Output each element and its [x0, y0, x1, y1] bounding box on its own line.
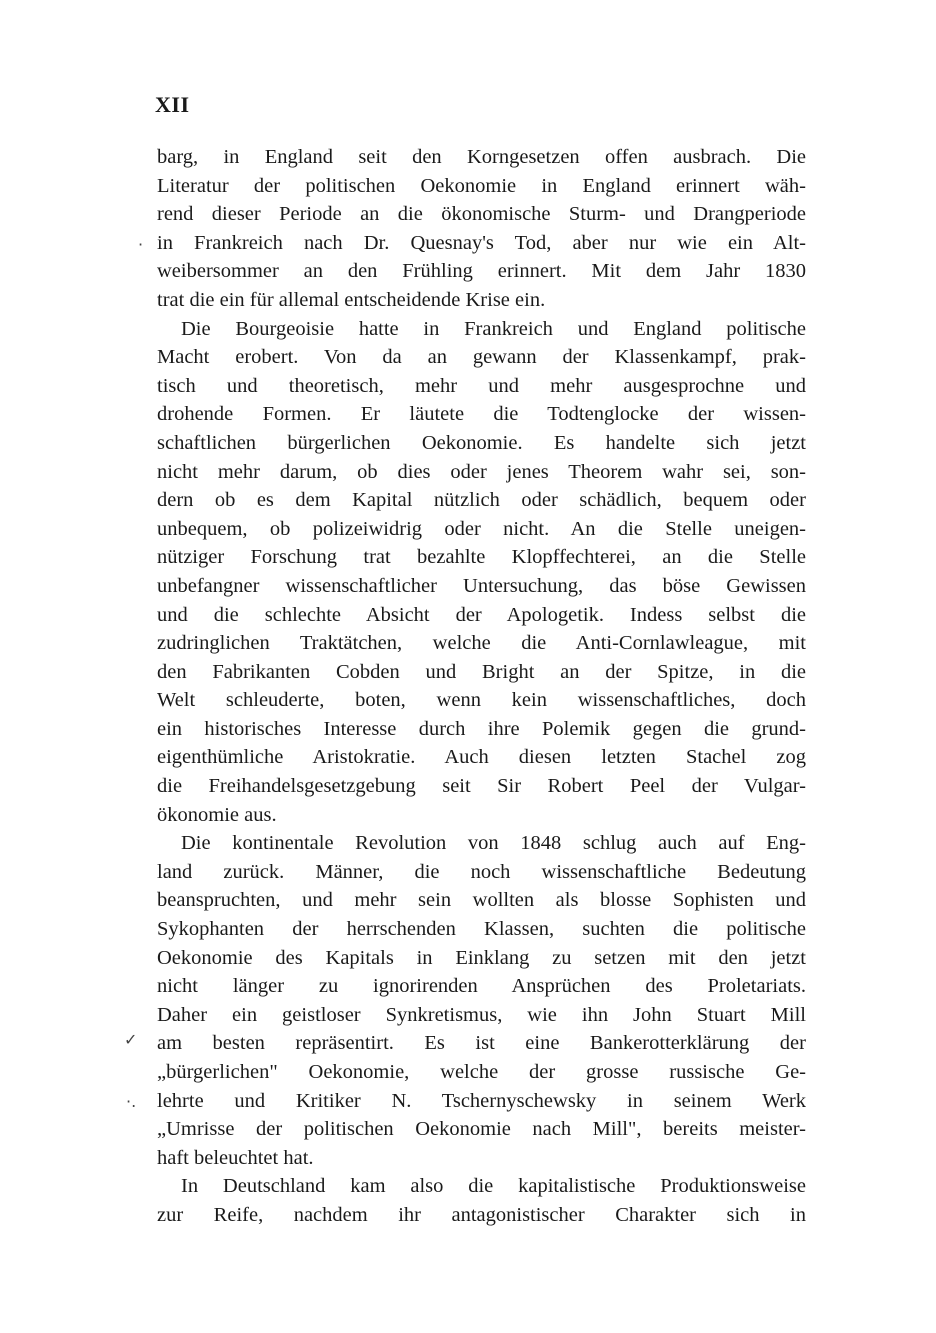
paragraph — [157, 1172, 806, 1229]
text-line: ein historisches Interesse durch ihre Polemik gegen die grund- — [157, 717, 806, 740]
text-line: tisch und theoretisch, mehr und mehr ausgesprochne und — [157, 374, 806, 397]
margin-mark-dot: · — [138, 235, 144, 254]
body-text — [157, 143, 806, 1230]
text-line: zur Reife, nachdem ihr antagonistischer Charakter sich in — [157, 1203, 806, 1226]
text-line: drohende Formen. Er läutete die Todtenglocke der wissen- — [157, 403, 806, 426]
text-line: nicht länger zu ignorirenden Ansprüchen des Proletariats. — [157, 975, 806, 998]
text-line: unbequem, ob polizeiwidrig oder nicht. An die Stelle uneigen- — [157, 517, 806, 540]
text-line: am besten repräsentirt. Es ist eine Bankerotterklärung der — [157, 1032, 806, 1055]
text-line: dern ob es dem Kapital nützlich oder schädlich, bequem oder — [157, 489, 806, 512]
text-line: Die kontinentale Revolution von 1848 schlug auch auf Eng- — [181, 832, 806, 855]
text-line: barg, in England seit den Korngesetzen offen ausbrach. Die — [157, 146, 806, 168]
text-line: Macht erobert. Von da an gewann der Klassenkampf, prak- — [157, 346, 806, 369]
text-line: trat die ein für allemal entscheidende Krise ein. — [157, 288, 546, 311]
text-line: schaftlichen bürgerlichen Oekonomie. Es handelte sich jetzt — [157, 431, 806, 454]
paragraph — [157, 829, 806, 1172]
text-line: die Freihandelsgesetzgebung seit Sir Robert Peel der Vulgar- — [157, 775, 806, 798]
margin-mark-dots: ·. — [126, 1092, 137, 1111]
text-line: den Fabrikanten Cobden und Bright an der Spitze, in die — [157, 660, 806, 683]
text-line: beanspruchten, und mehr sein wollten als blosse Sophisten und — [157, 889, 806, 912]
text-line: „bürgerlichen" Oekonomie, welche der grosse russische Ge- — [157, 1061, 806, 1083]
text-line: land zurück. Männer, die noch wissenschaftliche Bedeutung — [157, 860, 806, 883]
paragraph — [157, 143, 806, 315]
text-line: nicht mehr darum, ob dies oder jenes Theorem wahr sei, son- — [157, 460, 806, 483]
text-line: Welt schleuderte, boten, wenn kein wissenschaftliches, doch — [157, 689, 806, 712]
text-line: zudringlichen Traktätchen, welche die Anti-Cornlawleague, mit — [157, 632, 806, 655]
text-line: In Deutschland kam also die kapitalistische Produktionsweise — [181, 1175, 806, 1198]
text-line: weibersommer an den Frühling erinnert. Mit dem Jahr 1830 — [157, 260, 806, 283]
text-line: Daher ein geistloser Synkretismus, wie ihn John Stuart Mill — [157, 1003, 806, 1026]
text-line: nütziger Forschung trat bezahlte Klopffechterei, an die Stelle — [157, 546, 806, 569]
text-line: rend dieser Periode an die ökonomische Sturm- und Drangperiode — [157, 203, 806, 226]
text-line: haft beleuchtet hat. — [157, 1146, 314, 1169]
text-line: Die Bourgeoisie hatte in Frankreich und England politische — [181, 317, 806, 340]
text-line: Oekonomie des Kapitals in Einklang zu setzen mit den jetzt — [157, 946, 806, 969]
page-number: XII — [155, 92, 190, 117]
margin-mark-check: ✓ — [124, 1030, 138, 1049]
text-line: in Frankreich nach Dr. Quesnay's Tod, aber nur wie ein Alt- — [157, 231, 806, 254]
text-line: „Umrisse der politischen Oekonomie nach Mill", bereits meister- — [157, 1118, 806, 1141]
text-line: unbefangner wissenschaftlicher Untersuchung, das böse Gewissen — [157, 574, 806, 597]
text-line: ökonomie aus. — [157, 803, 277, 826]
text-line: lehrte und Kritiker N. Tschernyschewsky in seinem Werk — [157, 1089, 806, 1112]
text-line: Literatur der politischen Oekonomie in England erinnert wäh- — [157, 174, 806, 197]
paragraph — [157, 315, 806, 830]
text-line: und die schlechte Absicht der Apologetik. Indess selbst die — [157, 603, 806, 626]
text-line: Sykophanten der herrschenden Klassen, suchten die politische — [157, 918, 806, 941]
text-line: eigenthümliche Aristokratie. Auch diesen letzten Stachel zog — [157, 746, 806, 769]
